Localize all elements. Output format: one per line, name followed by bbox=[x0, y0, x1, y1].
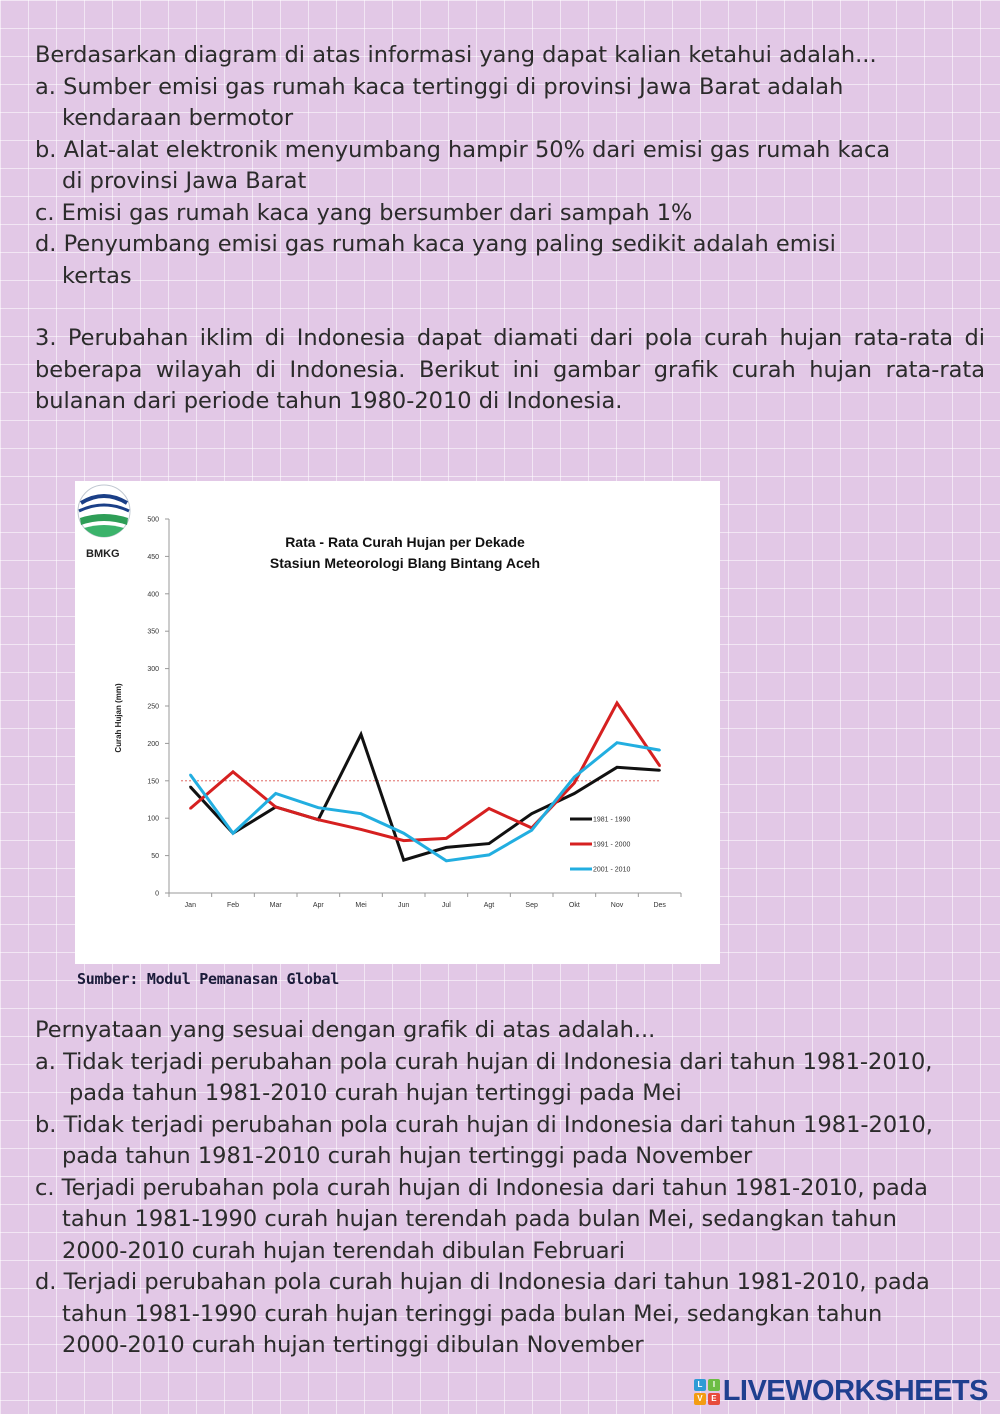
chart-subtitle: Stasiun Meteorologi Blang Bintang Aceh bbox=[269, 555, 541, 571]
x-tick-label: Feb bbox=[226, 902, 240, 909]
y-tick-label: 200 bbox=[147, 740, 159, 748]
q2-option-c-line1: c. Emisi gas rumah kaca yang bersumber dari sampah 1% bbox=[35, 199, 693, 226]
q3-option-a-line2: pada tahun 1981-2010 curah hujan tertinggi pada Mei bbox=[69, 1080, 682, 1106]
question-3-options bbox=[35, 1015, 985, 1362]
q3-option-b-line1: b. Tidak terjadi perubahan pola curah hujan di Indonesia dari tahun 1981-2010, bbox=[35, 1111, 933, 1138]
y-tick-label: 150 bbox=[147, 778, 159, 786]
data-point bbox=[360, 828, 362, 830]
brand-logo-icon bbox=[694, 1379, 720, 1405]
source-caption: Sumber: Modul Pemanasan Global bbox=[77, 970, 339, 988]
chart-title: Rata - Rata Curah Hujan per Dekade bbox=[285, 534, 525, 550]
rainfall-chart bbox=[75, 481, 720, 964]
q2-option-a-line1: a. Sumber emisi gas rumah kaca tertinggi di provinsi Jawa Barat adalah bbox=[35, 73, 844, 100]
y-tick-label: 100 bbox=[147, 815, 159, 823]
data-point bbox=[658, 765, 660, 767]
data-point bbox=[189, 774, 191, 776]
q3-option-d-line3: 2000-2010 curah hujan tertinggi dibulan November bbox=[62, 1332, 644, 1358]
brand-logo-cell: I bbox=[708, 1379, 720, 1391]
q3-option-d-line2: tahun 1981-1990 curah hujan teringgi pada bulan Mei, sedangkan tahun bbox=[62, 1300, 883, 1327]
question-2-prompt: Berdasarkan diagram di atas informasi yang dapat kalian ketahui adalah... bbox=[35, 42, 877, 68]
x-tick-label: Mar bbox=[269, 902, 282, 909]
brand-logo-cell: L bbox=[694, 1379, 706, 1391]
y-tick-label: 500 bbox=[147, 516, 159, 524]
data-point bbox=[573, 792, 575, 794]
q2-option-b-line1: b. Alat-alat elektronik menyumbang hampir 50% dari emisi gas rumah kaca bbox=[35, 136, 891, 163]
y-tick-label: 350 bbox=[147, 628, 159, 636]
liveworksheets-brand[interactable] bbox=[694, 1375, 988, 1408]
q2-option-d-line1: d. Penyumbang emisi gas rumah kaca yang paling sedikit adalah emisi bbox=[35, 231, 836, 257]
data-point bbox=[488, 854, 490, 856]
x-tick-label: Okt bbox=[568, 902, 580, 909]
data-point bbox=[530, 829, 532, 831]
x-tick-label: Mei bbox=[355, 902, 367, 909]
brand-logo-cell: V bbox=[694, 1393, 706, 1405]
data-point bbox=[488, 807, 490, 809]
data-point bbox=[317, 818, 319, 820]
data-point bbox=[445, 860, 447, 862]
legend-label: 1991 - 2000 bbox=[593, 841, 631, 849]
data-point bbox=[530, 813, 532, 815]
bmkg-logo-label: BMKG bbox=[86, 548, 120, 560]
y-axis-label: Curah Hujan (mm) bbox=[114, 683, 123, 753]
x-tick-label: Jul bbox=[441, 902, 451, 909]
q3-option-d-line1: d. Terjadi perubahan pola curah hujan di Indonesia dari tahun 1981-2010, pada bbox=[35, 1269, 930, 1295]
x-tick-label: Jan bbox=[184, 902, 196, 909]
x-tick-label: Jun bbox=[398, 902, 410, 909]
data-point bbox=[573, 776, 575, 778]
x-tick-label: Agt bbox=[483, 902, 495, 909]
y-tick-label: 450 bbox=[147, 553, 159, 561]
data-point bbox=[274, 806, 276, 808]
data-point bbox=[616, 741, 618, 743]
x-tick-label: Apr bbox=[312, 902, 324, 909]
data-point bbox=[573, 782, 575, 784]
legend-label: 2001 - 2010 bbox=[593, 866, 631, 874]
data-point bbox=[488, 842, 490, 844]
question-3-block bbox=[35, 323, 985, 418]
y-tick-label: 250 bbox=[147, 703, 159, 711]
question-3-intro: 3. Perubahan iklim di Indonesia dapat diamati dari pola curah hujan rata-rata di beberapa wilayah di Indonesia. Berikut ini gambar grafik curah hujan rata-rata bulanan dari periode tahun 1980-2010 di Indonesia. bbox=[35, 325, 985, 414]
data-point bbox=[232, 771, 234, 773]
data-point bbox=[616, 766, 618, 768]
x-tick-label: Des bbox=[653, 902, 666, 909]
data-point bbox=[445, 846, 447, 848]
data-point bbox=[274, 792, 276, 794]
bmkg-logo bbox=[78, 485, 130, 560]
x-tick-label: Sep bbox=[525, 902, 538, 909]
data-point bbox=[402, 859, 404, 861]
brand-logo-cell: E bbox=[708, 1393, 720, 1405]
legend-label: 1981 - 1990 bbox=[593, 816, 631, 824]
q3-option-a-line1: a. Tidak terjadi perubahan pola curah hujan di Indonesia dari tahun 1981-2010, bbox=[35, 1048, 933, 1075]
data-point bbox=[360, 813, 362, 815]
q2-option-d-line2: kertas bbox=[62, 262, 132, 289]
q3-option-c-line2: tahun 1981-1990 curah hujan terendah pada bulan Mei, sedangkan tahun bbox=[62, 1206, 897, 1232]
brand-text: LIVEWORKSHEETS bbox=[722, 1375, 988, 1407]
question-3-prompt: Pernyataan yang sesuai dengan grafik di atas adalah... bbox=[35, 1017, 656, 1043]
q3-option-c-line3: 2000-2010 curah hujan terendah dibulan Februari bbox=[62, 1237, 626, 1264]
q3-option-c-line1: c. Terjadi perubahan pola curah hujan di Indonesia dari tahun 1981-2010, pada bbox=[35, 1174, 928, 1201]
data-point bbox=[658, 769, 660, 771]
q3-option-b-line2: pada tahun 1981-2010 curah hujan tertinggi pada November bbox=[62, 1143, 753, 1169]
data-point bbox=[658, 749, 660, 751]
data-point bbox=[232, 832, 234, 834]
rainfall-chart-svg bbox=[75, 481, 720, 964]
data-point bbox=[445, 837, 447, 839]
data-point bbox=[189, 786, 191, 788]
data-point bbox=[616, 702, 618, 704]
data-point bbox=[402, 839, 404, 841]
data-point bbox=[402, 832, 404, 834]
y-tick-label: 300 bbox=[147, 666, 159, 674]
q2-option-a-line2: kendaraan bermotor bbox=[62, 105, 294, 131]
x-tick-label: Nov bbox=[610, 902, 624, 909]
data-point bbox=[360, 733, 362, 735]
data-point bbox=[317, 807, 319, 809]
question-2-block bbox=[35, 40, 985, 292]
data-point bbox=[189, 807, 191, 809]
y-tick-label: 50 bbox=[151, 853, 159, 861]
q2-option-b-line2: di provinsi Jawa Barat bbox=[62, 168, 307, 194]
plot-area bbox=[147, 517, 681, 910]
y-tick-label: 0 bbox=[155, 890, 159, 898]
y-tick-label: 400 bbox=[147, 591, 159, 599]
